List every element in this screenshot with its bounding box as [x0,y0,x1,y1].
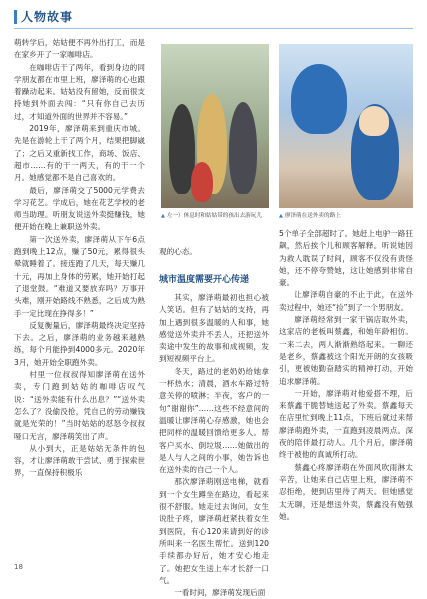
col3-paragraph-2: 让廖泽萌自豪的不止于此，在送外卖过程中，她还“捡”到了一个男朋友。 [279,290,413,312]
col1-paragraph-2: 在咖啡店干了两年，看到身边的同学朋友都在市里上班，廖泽萌的心也跟着躁动起来。姑姑没有留她，反而很支持她到外面去闯：“只有你自己去历过，才知道外面的世界并不容易。” [14,62,145,121]
photo-delivery [279,44,413,208]
col1-paragraph-8: 从小到大，正是姑姑无条件的包容，才让廖泽萌敢于尝试、勇于探索世界，一直保持积极乐 [14,443,145,478]
col3-paragraph-4: 一开始，廖泽萌对他爱搭不理，后来蔡鑫干脆替她送起了外卖。蔡鑫每天在店里忙到晚上11点，下班后就过来帮廖泽萌跑外卖，一直跑到凌晨两点。深夜的陪伴最打动人。几个月后，廖泽萌终于被他的真诚所打动。 [279,388,413,460]
col1-paragraph-1: 萌转学后，姑姑便不再外出打工，而是在家乡开了一家咖啡店。 [14,38,145,60]
caption-text: 廖泽萌在送外卖的路上 [284,213,341,219]
photo1-caption [161,212,271,220]
col1-paragraph-3: 2019年，廖泽萌来到重庆市城。先是在游轮上干了两个月，结果把脚崴了；之后又重新找工作，商场、饭店、超市……有的干一两天，有的干一个月。她感觉都不是自己喜欢的。 [14,124,145,183]
column-3 [279,228,413,523]
col3-paragraph-1: 5个单子全部超时了。她赶上电驴一路狂飙，然后挨个儿和顾客解释。听说她因为救人耽误了时间，顾客不仅没有责怪她，还不停夸赞她，这让她感到非常自豪。 [279,229,413,288]
column-2 [159,246,269,258]
section-header [14,8,73,25]
child-figure [191,162,213,202]
col1-paragraph-5: 第一次送外卖，廖泽萌从下午6点跑到晚上12点，赚了50元，累得很头晕就睡着了。接连跑了几天，每天赚几十元，再加上身体的劳累，她开始打起了退堂鼓。“难道又要放弃吗？万事开头难，刚开始路线不熟悉，之后成为熟手一定比现在挣得多！” [14,234,145,318]
rider-face [359,106,389,136]
col2-paragraph-1: 其实，廖泽萌最初也担心被人笑话。但有了姑姑的支持，再加上遇到很多温暖的人和事，她感觉送外卖并不丢人，还把送外卖途中发生的故事和成视频，发到短视频平台上。 [159,293,269,364]
col1-paragraph-6: 反复衡量后，廖泽萌最终决定坚持下去。之后，廖泽萌的业务越来越熟练，每个月能挣到4000多元。2020年3月，她开始全职跑外卖。 [14,320,145,367]
photo-family-outing [161,44,269,208]
person-figure [229,102,257,194]
col2-top-line: 观的心态。 [159,247,197,256]
col2-paragraph-3: 那次廖泽萌刚送电梯，就看到一个女生蹲坐在路边，看起来很不舒服。她走过去询问，女生说肚子疼，廖泽萌赶紧扶着女生到医院，有心120来请到好的诊所叫来一名医生帮忙。送到120手续都办好后，她才安心地走了。她把女生送上车才长舒一口气。 [159,477,269,585]
col3-paragraph-3: 廖泽萌经常到一家干锅店取外卖，这家店的老板叫蔡鑫，和她年龄相仿。一来二去，两人渐渐熟络起来。一聊还是老乡，蔡鑫被这个阳光开朗的女孩吸引，更被她勤奋踏实的精神打动，开始追求廖泽萌。 [279,315,413,386]
caption-text: 左一）休息时和姑姑带的孩出去游玩儿 [166,213,262,219]
triangle-icon: ▲ [161,213,165,219]
col1-paragraph-4: 最后，廖泽萌交了5000元学费去学习花艺。学成后，她在花艺学校的老师当助理。听朋友说送外卖挺赚钱，她便开始在晚上兼职送外卖。 [14,185,145,232]
mascot-figure [291,64,347,134]
header-divider [14,28,413,29]
page-number: 18 [14,563,23,571]
column-2-body [159,292,269,599]
section-marker [14,10,17,24]
col1-paragraph-7: 村里一位叔叔得知廖泽萌在送外卖，专门跑到姑姑的咖啡店叹气说：“送外卖能有什么出息？”“送外卖怎么了？没偷没抢，凭自己的劳动赚钱就是光荣的！”当时姑姑的怼怒令叔叔哑口无言，廖泽萌笑出了声。 [14,370,145,441]
col2-paragraph-4: 一看时间，廖泽萌发现后面 [174,588,266,598]
col3-paragraph-5: 蔡鑫心疼廖泽萌在外面风吹雨淋太辛苦，让她来自己店里上班，廖泽萌不忍拒绝，便到店里待了两天。但她感觉太无聊，还是想送外卖，蔡鑫没有勉强她。 [279,462,413,521]
column-1 [14,37,145,480]
col2-paragraph-2: 冬天，路过的老奶奶给她拿一杯热水；清晨，酒水车路过特意关停的喷淋；半夜，客户的一句“谢谢你”……这些不经意间的温暖让廖泽萌心存感激，她也会把同样的温暖回馈给更多人。帮客户买水、倒垃圾……她做出的是人与人之间的小事，她告诉也在送外卖的自己一个人。 [159,366,269,475]
photo2-caption [279,212,413,220]
article-subheading: 城市温度需要开心传递 [159,275,250,285]
section-title: 人物故事 [21,10,74,24]
triangle-icon: ▲ [279,213,283,219]
